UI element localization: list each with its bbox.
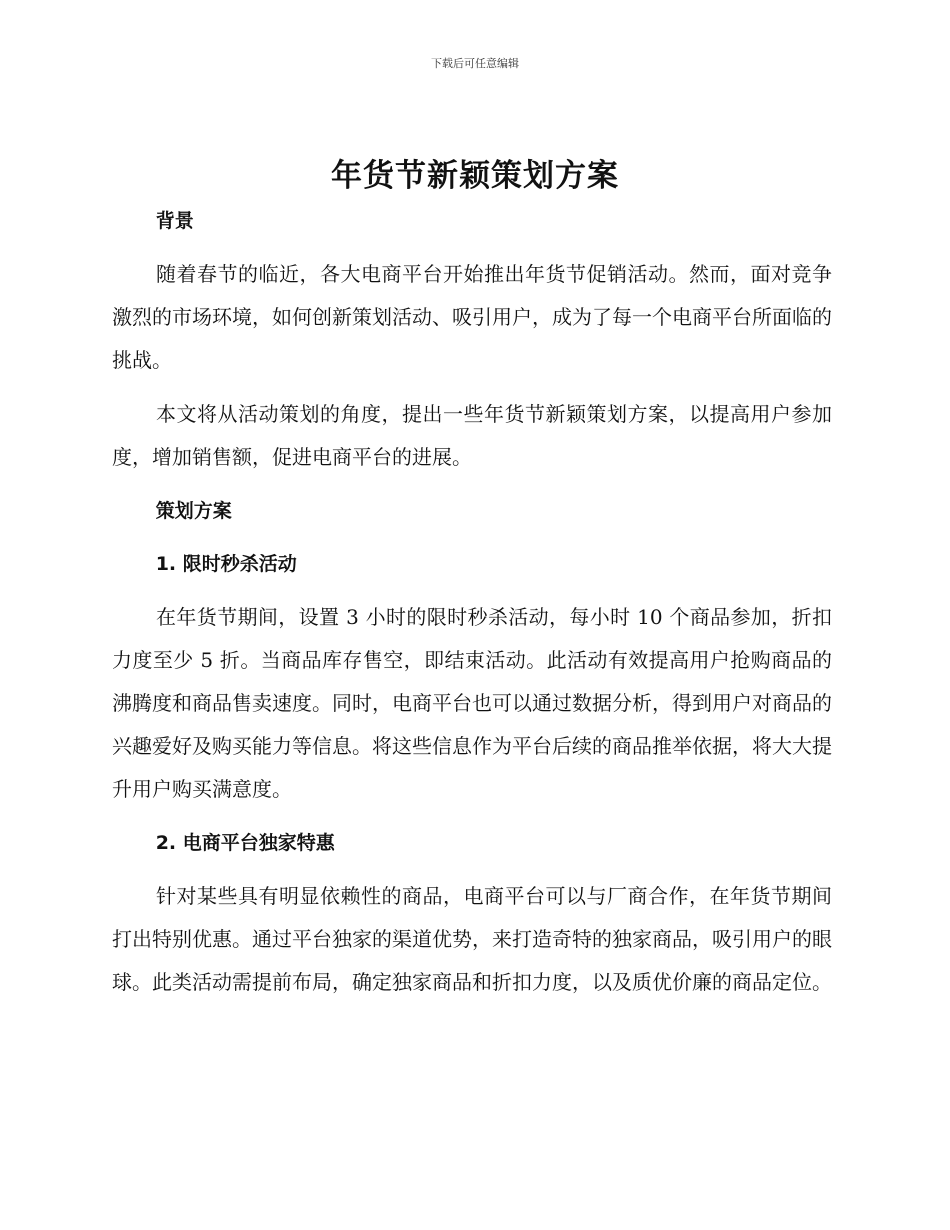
paragraph-background-2: 本文将从活动策划的角度，提出一些年货节新颖策划方案，以提高用户参加度，增加销售额，促进电商平台的进展。 (112, 402, 832, 469)
paragraph-flash-sale: 在年货节期间，设置 3 小时的限时秒杀活动，每小时 10 个商品参加，折扣力度至少 5 折。当商品库存售空，即结束活动。此活动有效提高用户抢购商品的沸腾度和商品售卖速度。同时，电商平台也可以通过数据分析，得到用户对商品的兴趣爱好及购买能力等信息。将这些信息作为平台后续的商品推举依据，将大大提升用户购买满意度。 (112, 605, 832, 801)
subheading-flash-sale: 1. 限时秒杀活动 (155, 553, 297, 575)
document-body (112, 200, 832, 1015)
subheading-exclusive-deal: 2. 电商平台独家特惠 (155, 832, 335, 854)
document-title: 年货节新颖策划方案 (331, 158, 619, 194)
paragraph-background-1: 随着春节的临近，各大电商平台开始推出年货节促销活动。然而，面对竞争激烈的市场环境，如何创新策划活动、吸引用户，成为了每一个电商平台所面临的挑战。 (112, 262, 832, 372)
paragraph-exclusive-deal: 针对某些具有明显依赖性的商品，电商平台可以与厂商合作，在年货节期间打出特别优惠。通过平台独家的渠道优势，来打造奇特的独家商品，吸引用户的眼球。此类活动需提前布局，确定独家商品和折扣力度，以及质优价廉的商品定位。 (112, 884, 832, 994)
section-heading-plan: 策划方案 (155, 500, 232, 522)
header-note: 下载后可任意编辑 (431, 57, 519, 70)
section-heading-background: 背景 (155, 210, 194, 232)
